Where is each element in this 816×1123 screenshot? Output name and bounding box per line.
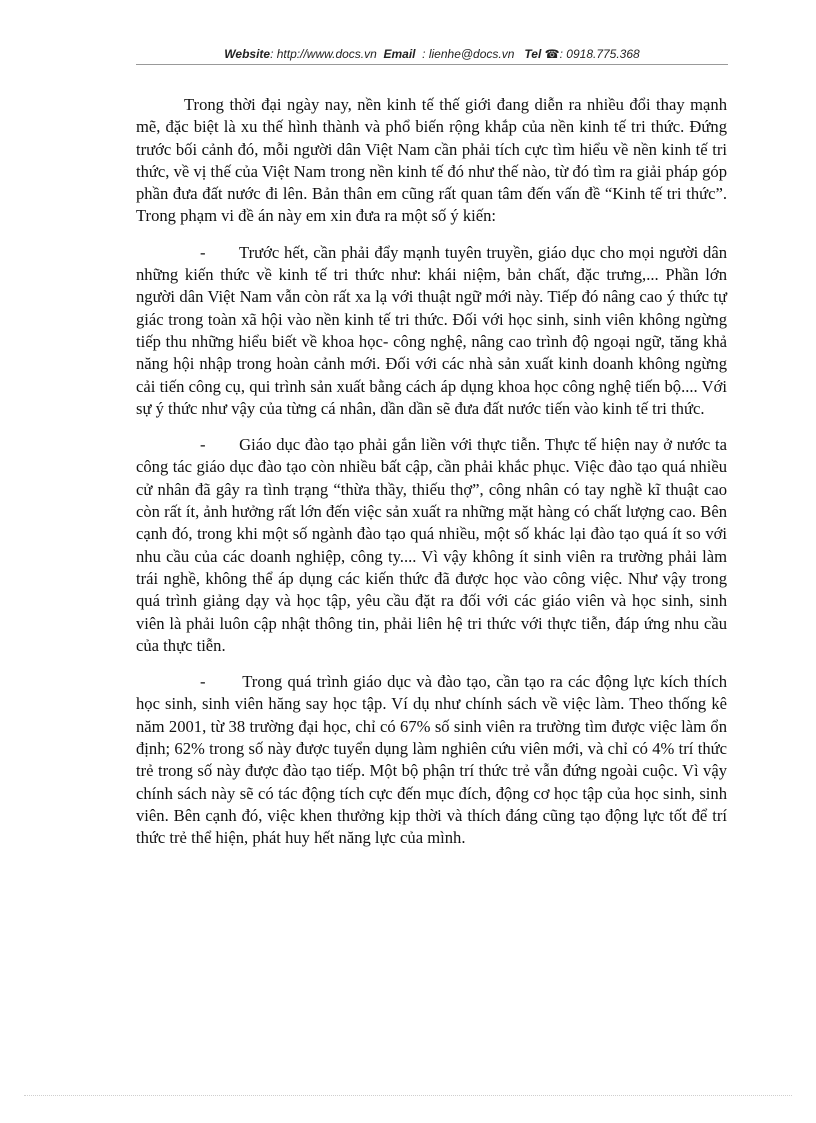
bullet-paragraph-1: - Trước hết, cần phải đẩy mạnh tuyên truyền, giáo dục cho mọi người dân những kiến thức về kinh tế tri thức như: khái niệm, bản chất, đặc trưng,... Phần lớn người dân Việt Nam vẫn còn rất xa lạ với thuật ngữ mới này. Tiếp đó nâng cao ý thức tự giác trong toàn xã hội vào nền kinh tế tri thức. Đối với học sinh, sinh viên không ngừng tiếp thu những hiểu biết về khoa học- công nghệ, nâng cao trình độ ngoại ngữ, tăng khả năng hội nhập trong hoàn cảnh mới. Đối với các nhà sản xuất kinh doanh không ngừng cải tiến công cụ, qui trình sản xuất bằng cách áp dụng khoa học công nghệ tiến bộ.... Với sự ý thức như vậy của từng cá nhân, dần dần sẽ đưa đất nước tiến vào kinh tế tri thức. xyxy=(136,242,727,418)
phone-icon: ☎ xyxy=(544,47,560,61)
intro-paragraph: Trong thời đại ngày nay, nền kinh tế thế giới đang diễn ra nhiều đổi thay mạnh mẽ, đặc biệt là xu thế hình thành và phổ biến rộng khắp của nền kinh tế tri thức. Đứng trước bối cảnh đó, mỗi người dân Việt Nam cần phải tích cực tìm hiểu về nền kinh tế tri thức, về vị thế của Việt Nam trong nền kinh tế đó như thế nào, từ đó tìm ra giải pháp góp phần đưa đất nước đi lên. Bản thân em cũng rất quan tâm đến vấn đề “Kinh tế tri thức”. Trong phạm vi đề án này em xin đưa ra một số ý kiến: xyxy=(136,95,727,226)
bullet-paragraph-3: - Trong quá trình giáo dục và đào tạo, cần tạo ra các động lực kích thích học sinh, sinh viên hăng say học tập. Ví dụ như chính sách về việc làm. Theo thống kê năm 2001, từ 38 trường đại học, chỉ có 67% số sinh viên ra trường tìm được việc làm ổn định; 62% trong số này được tuyển dụng làm nghiên cứu viên mới, và chỉ có 4% trí thức trẻ trong số này được đào tạo tiếp. Một bộ phận trí thức trẻ vẫn đứng ngoài cuộc. Vì vậy chính sách này sẽ có tác động tích cực đến mục đích, động cơ học tập của học sinh, sinh viên. Bên cạnh đó, việc khen thưởng kịp thời và thích đáng cũng tạo động lực tốt để trí thức trẻ thể hiện, phát huy hết năng lực của mình. xyxy=(136,672,727,848)
tel-number: : 0918.775.368 xyxy=(559,47,640,61)
email-address[interactable]: : lienhe@docs.vn xyxy=(422,47,515,61)
bullet-paragraph-2: - Giáo dục đào tạo phải gắn liền với thực tiễn. Thực tế hiện nay ở nước ta công tác giáo dục đào tạo còn nhiều bất cập, cần phải khắc phục. Việc đào tạo quá nhiều cử nhân đã gây ra tình trạng “thừa thầy, thiếu thợ”, công nhân có tay nghề kĩ thuật cao còn rất ít, ảnh hưởng rất lớn đến việc sản xuất ra những mặt hàng có chất lượng cao. Bên cạnh đó, trong khi một số ngành đào tạo quá nhiều, một số khác lại đào tạo quá ít so với nhu cầu của các doanh nghiệp, công ty.... Vì vậy không ít sinh viên ra trường phải làm trái nghề, không thể áp dụng các kiến thức đã được học vào công việc. Như vậy trong quá trình giảng dạy và học tập, yêu cầu đặt ra đối với các giáo viên và học sinh, sinh viên là phải luôn cập nhật thông tin, phải liên hệ tri thức với thực tiễn, đáp ứng nhu cầu của thực tiễn. xyxy=(136,435,727,655)
document-body xyxy=(136,94,727,864)
page-header xyxy=(136,47,728,61)
tel-label: Tel xyxy=(524,47,542,61)
footer-divider xyxy=(24,1095,792,1096)
header-divider xyxy=(136,64,728,65)
website-label: Website xyxy=(224,47,271,61)
email-label: Email xyxy=(383,47,416,61)
website-url[interactable]: : http://www.docs.vn xyxy=(270,47,377,61)
